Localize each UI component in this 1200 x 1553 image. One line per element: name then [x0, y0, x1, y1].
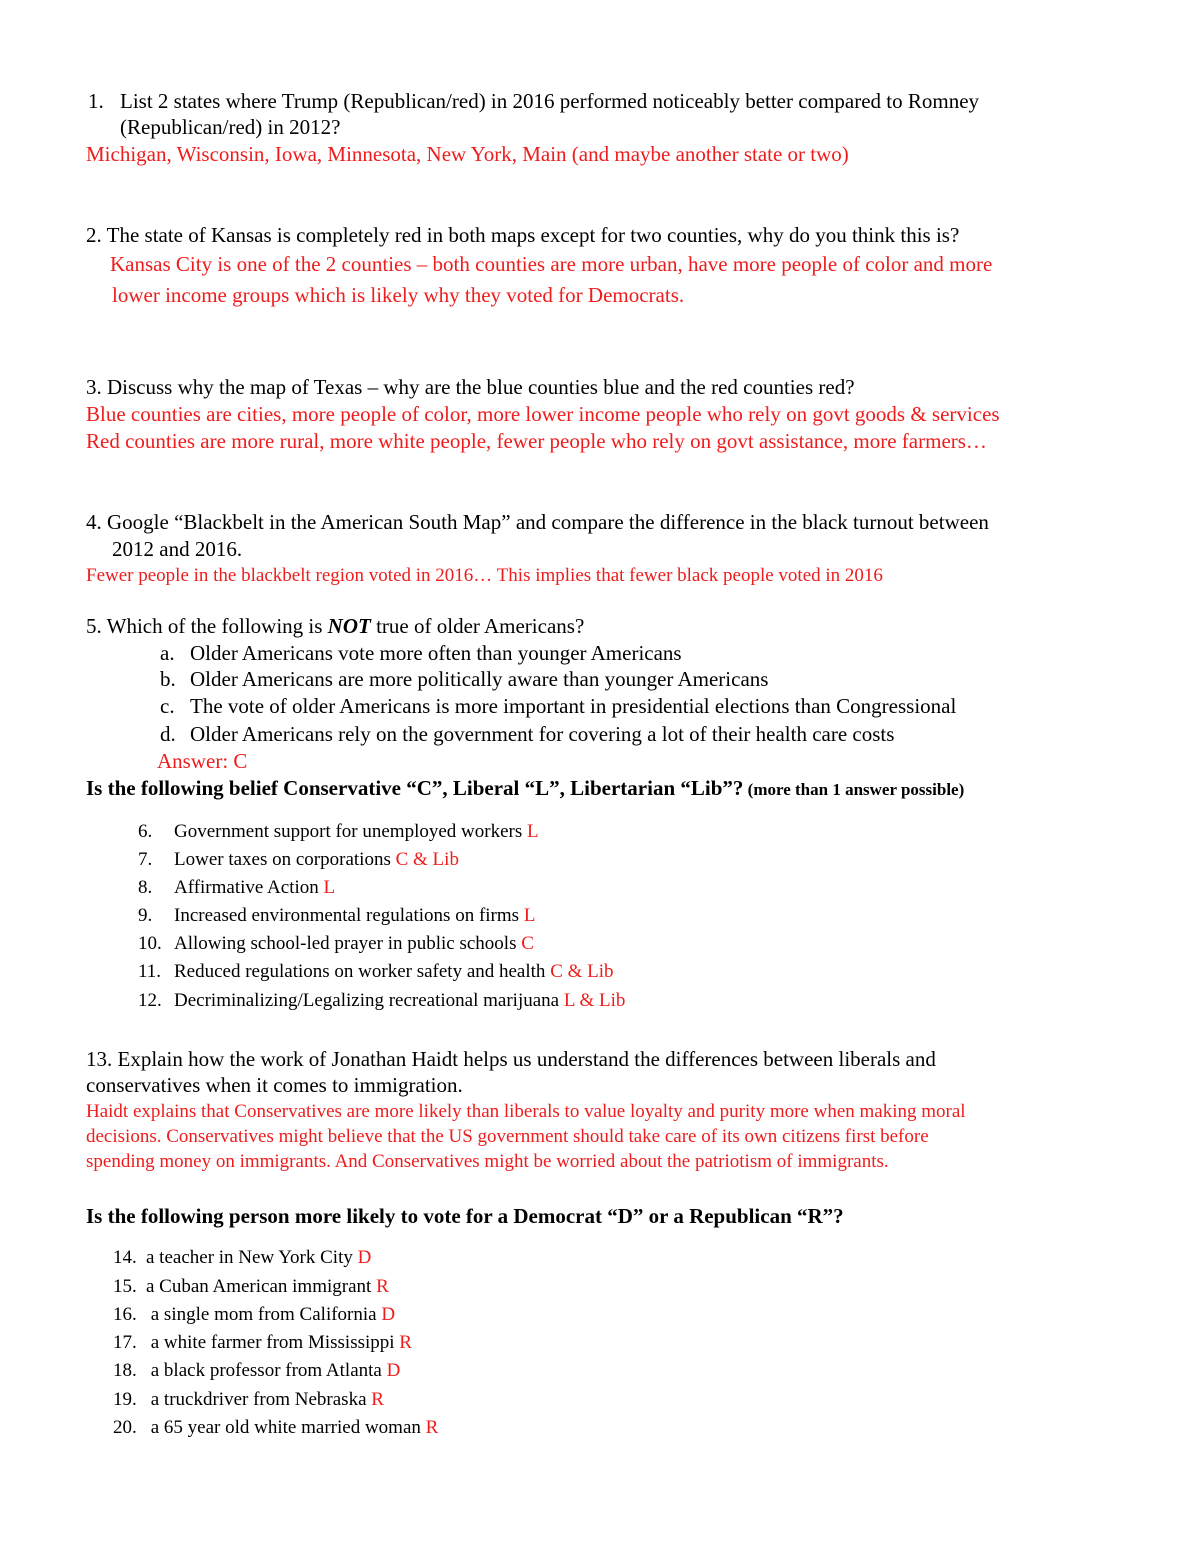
belief-item-number: 6.	[138, 821, 153, 842]
q3-question: 3. Discuss why the map of Texas – why are the blue counties blue and the red counties red?	[86, 375, 855, 399]
q1-question-line1: List 2 states where Trump (Republican/red) in 2016 performed noticeably better compared to Romney	[120, 89, 980, 113]
q1-question-line2: (Republican/red) in 2012?	[120, 115, 341, 139]
voter-item-number: 14.	[113, 1247, 137, 1268]
q5-option-text: Older Americans are more politically aware than younger Americans	[190, 667, 769, 691]
belief-item	[138, 848, 459, 872]
q5-option-c	[160, 693, 956, 719]
q4-question-line1: 4. Google “Blackbelt in the American South Map” and compare the difference in the black turnout between	[86, 510, 989, 534]
belief-item-text: Allowing school-led prayer in public schools	[174, 933, 517, 954]
q13-answer-line2: decisions. Conservatives might believe that the US government should take care of its own citizens first before	[86, 1126, 929, 1147]
q5-option-letter: a.	[160, 641, 175, 665]
belief-item-answer: C & Lib	[395, 849, 459, 870]
q5-option-letter: d.	[160, 722, 176, 746]
voter-item-number: 20.	[113, 1417, 137, 1438]
voter-item-text: a teacher in New York City	[146, 1247, 353, 1268]
belief-item	[138, 960, 614, 984]
q13-answer-line3: spending money on immigrants. And Conservatives might be worried about the patriotism of immigrants.	[86, 1151, 889, 1172]
voter-item	[113, 1331, 412, 1355]
q3-answer-line1: Blue counties are cities, more people of color, more lower income people who rely on govt goods & services	[86, 402, 1000, 426]
section1-heading-note: (more than 1 answer possible)	[743, 780, 965, 799]
belief-item-text: Government support for unemployed workers	[174, 821, 523, 842]
q5-question-prefix: 5. Which of the following is	[86, 614, 328, 638]
voter-item	[113, 1275, 389, 1299]
q13-question-line1: 13. Explain how the work of Jonathan Haidt helps us understand the differences between liberals and	[86, 1047, 936, 1071]
voter-item-number: 16.	[113, 1304, 137, 1325]
q5-option-d	[160, 721, 894, 747]
voter-item-text: a truckdriver from Nebraska	[146, 1389, 367, 1410]
section1-heading-text: Is the following belief Conservative “C”, Liberal “L”, Libertarian “Lib”?	[86, 776, 744, 800]
q5-option-letter: c.	[160, 694, 175, 718]
q5-option-b	[160, 666, 768, 692]
voter-item-text: a black professor from Atlanta	[146, 1360, 382, 1381]
q5-option-a	[160, 640, 682, 666]
voter-item-answer: R	[376, 1276, 389, 1297]
belief-item-text: Reduced regulations on worker safety and health	[174, 961, 546, 982]
belief-item	[138, 820, 539, 844]
q1-answer: Michigan, Wisconsin, Iowa, Minnesota, New York, Main (and maybe another state or two)	[86, 142, 849, 166]
q4-question-line2: 2012 and 2016.	[112, 537, 243, 561]
voter-item-number: 18.	[113, 1360, 137, 1381]
voter-item-answer: R	[371, 1389, 384, 1410]
belief-item	[138, 876, 335, 900]
q5-option-letter: b.	[160, 667, 176, 691]
q2-answer-line2: lower income groups which is likely why they voted for Democrats.	[112, 283, 685, 307]
belief-item	[138, 904, 535, 928]
q2-answer-line1: Kansas City is one of the 2 counties – both counties are more urban, have more people of color and more	[110, 252, 993, 276]
belief-item-number: 11.	[138, 961, 162, 982]
voter-item-answer: D	[381, 1304, 396, 1325]
section2-heading: Is the following person more likely to vote for a Democrat “D” or a Republican “R”?	[86, 1204, 844, 1228]
q5-option-text: Older Americans rely on the government for covering a lot of their health care costs	[190, 722, 895, 746]
belief-item-number: 12.	[138, 990, 162, 1011]
belief-item-text: Increased environmental regulations on firms	[174, 905, 520, 926]
q5-option-text: Older Americans vote more often than younger Americans	[190, 641, 682, 665]
q1-number: 1.	[88, 89, 104, 113]
voter-item-text: a 65 year old white married woman	[146, 1417, 421, 1438]
belief-item	[138, 932, 534, 956]
voter-item-answer: D	[386, 1360, 401, 1381]
voter-item-text: a single mom from California	[146, 1304, 377, 1325]
belief-item-answer: L	[523, 905, 536, 926]
belief-item-number: 7.	[138, 849, 153, 870]
voter-item	[113, 1388, 384, 1412]
belief-item-number: 9.	[138, 905, 153, 926]
belief-item-text: Lower taxes on corporations	[174, 849, 391, 870]
belief-item-text: Affirmative Action	[174, 877, 319, 898]
belief-item-answer: C & Lib	[550, 961, 614, 982]
voter-item-number: 15.	[113, 1276, 137, 1297]
belief-item-text: Decriminalizing/Legalizing recreational marijuana	[174, 990, 560, 1011]
belief-item	[138, 989, 625, 1013]
q5-question-emphasis: NOT	[327, 614, 371, 638]
q2-question: 2. The state of Kansas is completely red in both maps except for two counties, why do you think this is?	[86, 223, 960, 247]
voter-item	[113, 1303, 395, 1327]
q5-option-text: The vote of older Americans is more important in presidential elections than Congressional	[190, 694, 957, 718]
belief-item-answer: L	[527, 821, 539, 842]
voter-item-number: 19.	[113, 1389, 137, 1410]
q13-question-line2: conservatives when it comes to immigration.	[86, 1073, 463, 1097]
belief-item-number: 8.	[138, 877, 153, 898]
q5-question-suffix: true of older Americans?	[370, 614, 585, 638]
voter-item-text: a white farmer from Mississippi	[146, 1332, 395, 1353]
voter-item	[113, 1416, 438, 1440]
belief-item-answer: L & Lib	[563, 990, 626, 1011]
q5-question	[86, 613, 584, 639]
q3-answer-line2: Red counties are more rural, more white people, fewer people who rely on govt assistance, more farmers…	[86, 429, 987, 453]
voter-item	[113, 1359, 400, 1383]
voter-item-answer: R	[425, 1417, 439, 1438]
q5-answer: Answer: C	[157, 749, 248, 773]
belief-item-number: 10.	[138, 933, 162, 954]
voter-item-number: 17.	[113, 1332, 137, 1353]
voter-item-answer: R	[399, 1332, 412, 1353]
voter-item-answer: D	[357, 1247, 372, 1268]
voter-item-text: a Cuban American immigrant	[146, 1276, 372, 1297]
section1-heading	[86, 775, 964, 803]
belief-item-answer: C	[521, 933, 534, 954]
voter-item	[113, 1246, 371, 1270]
q4-answer: Fewer people in the blackbelt region voted in 2016… This implies that fewer black people voted in 2016	[86, 565, 883, 586]
belief-item-answer: L	[323, 877, 336, 898]
q13-answer-line1: Haidt explains that Conservatives are more likely than liberals to value loyalty and purity more when making moral	[86, 1101, 966, 1122]
